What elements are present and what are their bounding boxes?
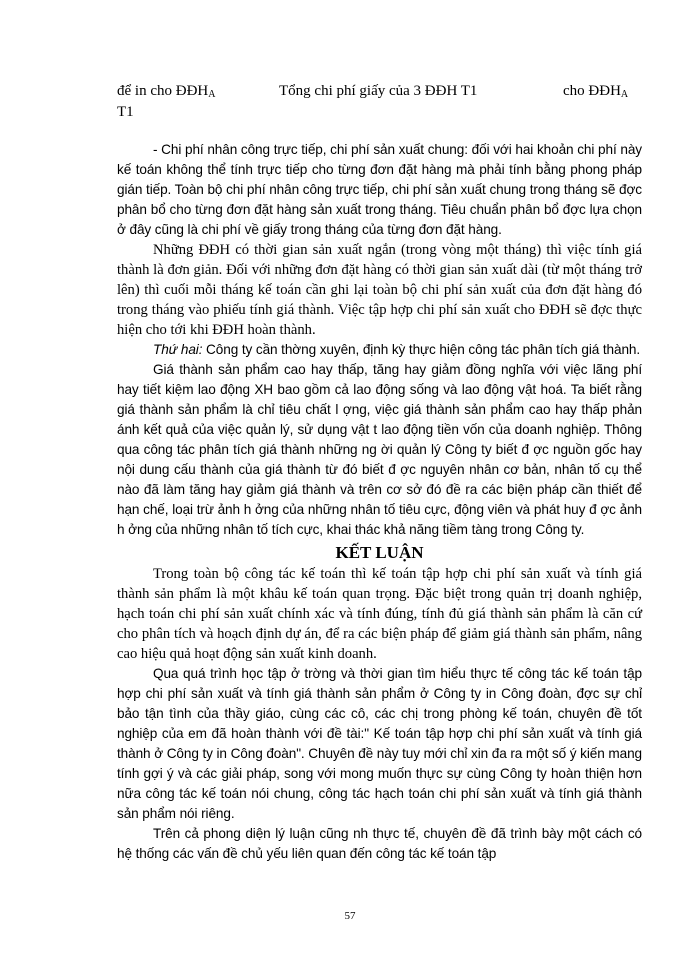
formula-middle: Tổng chi phí giấy của 3 ĐĐH T1 xyxy=(279,83,478,99)
paragraph-second-point xyxy=(117,340,642,360)
paragraph-cost-analysis: Giá thành sản phẩm cao hay thấp, tăng hay giảm đồng nghĩa với việc lãng phí hay tiết kiệm lao động XH bao gồm cả lao động sống và lao động vật hoá. Ta biết rằng giá thành sản phẩm là chỉ tiêu chất l ợng, việc giá thành sản phẩm cao hay thấp phản ánh kết quả của việc quản lý, sử dụng vật t lao động tiền vốn của doanh nghiệp. Thông qua công tác phân tích giá thành những ng ời quản lý Công ty biết đ ợc nguồn gốc hay nội dung cấu thành của giá thành từ đó biết đ ợc nguyên nhân cơ bản, nhân tố cụ thể nào đã làm tăng hay giảm giá thành và trên cơ sở đó đề ra các biện pháp cần thiết để hạn chế, loại trừ ảnh h ởng của những nhân tố tiêu cực, động viên và phát huy đ ợc ảnh h ởng của những nhân tố tích cực, khai thác khả năng tiềm tàng trong Công ty. xyxy=(117,362,642,537)
conclusion-paragraph-3: Trên cả phong diện lý luận cũng nh thực tế, chuyên đề đã trình bày một cách có hệ thống các vấn đề chủ yếu liên quan đến công tác kế toán tập xyxy=(117,826,642,861)
formula-left: để in cho $ĐĐH_A$ xyxy=(117,83,216,100)
formula-line xyxy=(117,80,642,102)
paragraph-direct-labor: - Chi phí nhân công trực tiếp, chi phí sản xuất chung: đối với hai khoản chi phí này kế toán không thể tính trực tiếp cho từng đơn đặt hàng mà phải tính bằng phong pháp gián tiếp. Toàn bộ chi phí nhân công trực tiếp, chi phí sản xuất chung trong tháng sẽ đợc phân bổ cho từng đơn đặt hàng sản xuất trong tháng. Tiêu chuẩn phân bổ đợc lựa chọn ở đây cũng là chi phí về giấy trong tháng của từng đơn đặt hàng. xyxy=(117,142,642,237)
document-page xyxy=(117,80,642,864)
formula-second-line: T1 xyxy=(117,104,134,120)
second-point-lead: Thứ hai: xyxy=(153,342,203,357)
second-point-text: Công ty cần thờng xuyên, định kỳ thực hiện công tác phân tích giá thành. xyxy=(202,342,641,357)
conclusion-paragraph-1: Trong toàn bộ công tác kế toán thì kế toán tập hợp chi phí sản xuất và tính giá thành sản phẩm là một khâu kế toán quan trọng. Đặc biệt trong quản trị doanh nghiệp, hạch toán chi phí sản xuất chính xác và tính đúng, tính đủ giá thành sản phẩm là căn cứ cho phân tích và hoạch định dự án, để ra các biện pháp để giảm giá thành sản phẩm, nâng cao hiệu quả hoạt động sản xuất kinh doanh. xyxy=(117,566,642,662)
paragraph-short-orders: Những ĐĐH có thời gian sản xuất ngắn (trong vòng một tháng) thì việc tính giá thành là đơn giản. Đối với những đơn đặt hàng có thời gian sản xuất dài (từ một tháng trở lên) thì cuối mỗi tháng kế toán cần ghi lại toàn bộ chi phí sản xuất của đơn đặt hàng đó trong tháng vào phiếu tính giá thành. Việc tập hợp chi phí sản xuất cho ĐĐH sẽ đợc thực hiện cho tới khi ĐĐH hoàn thành. xyxy=(117,242,642,338)
page-number: 57 xyxy=(344,910,356,922)
formula-right: cho $ĐĐH_A$ xyxy=(563,83,629,100)
conclusion-heading: KẾT LUẬN xyxy=(335,543,424,562)
conclusion-paragraph-2: Qua quá trình học tập ở trờng và thời gian tìm hiểu thực tế công tác kế toán tập hợp chi phí sản xuất và tính giá thành sản phẩm ở Công ty in Công đoàn, đợc sự chỉ bảo tận tình của thầy giáo, cùng các cô, các chị trong phòng kế toán, chuyên đề tốt nghiệp của em đã hoàn thành với đề tài:" Kế toán tập hợp chi phí sản xuất và tính giá thành ở Công ty in Công đoàn". Chuyên đề này tuy mới chỉ xin đa ra một số ý kiến mang tính gợi ý và các giải pháp, song với mong muốn thực sự cùng Công ty hoàn thiện hơn nữa công tác kế toán nói chung, công tác hạch toán chi phí sản xuất và tính giá thành sản phẩm nói riêng. xyxy=(117,666,642,821)
